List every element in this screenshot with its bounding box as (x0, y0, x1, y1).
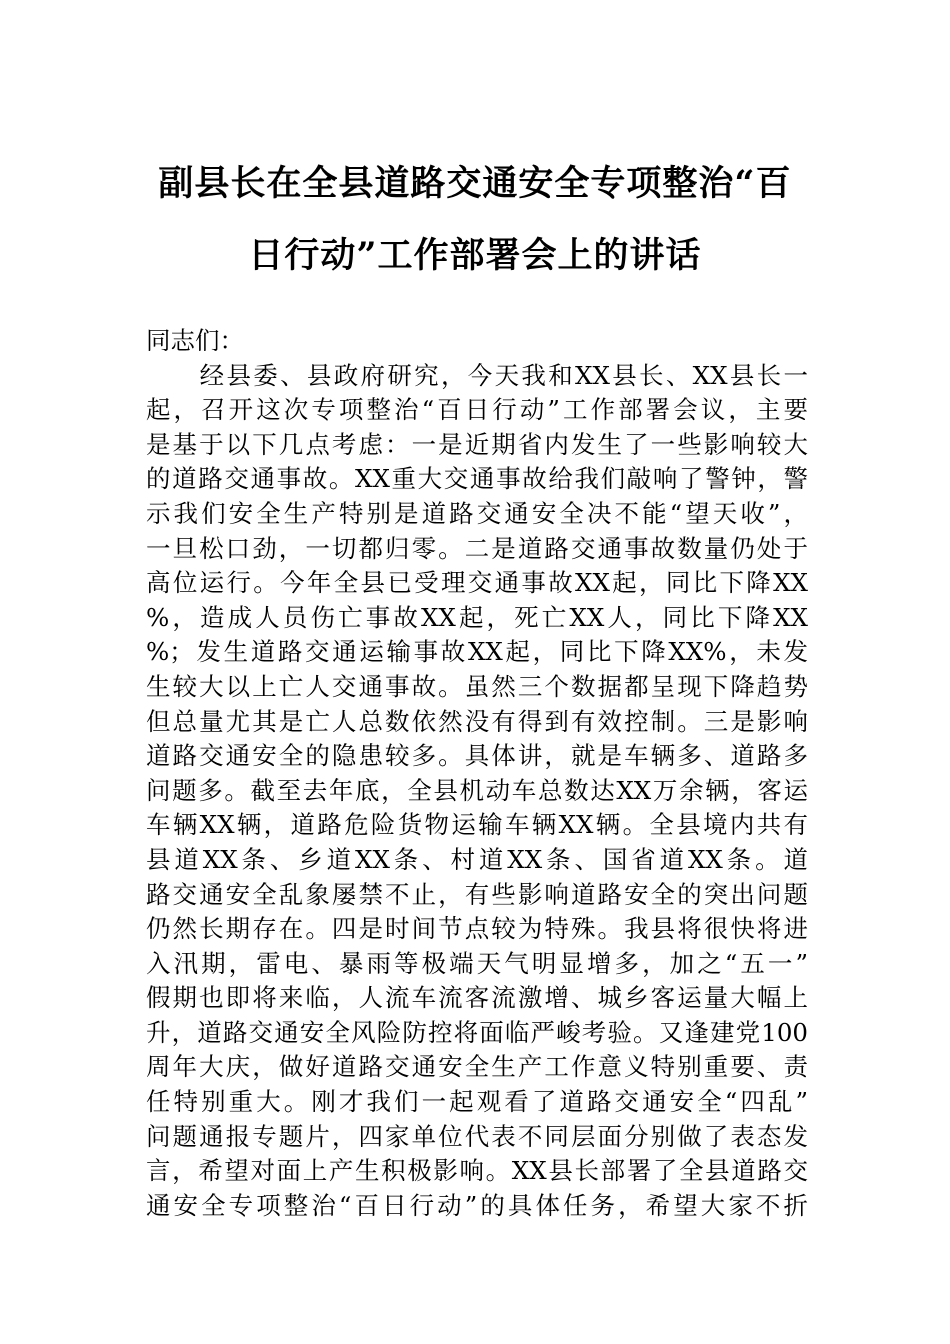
body-line: 周年大庆，做好道路交通安全生产工作意义特别重要、责 (146, 1052, 808, 1082)
body-line: 通安全专项整治“百日行动”的具体任务，希望大家不折 (146, 1190, 808, 1220)
body-line: 问题通报专题片，四家单位代表不同层面分别做了表态发 (146, 1121, 808, 1151)
body-line: 升，道路交通安全风险防控将面临严峻考验。又逢建党100 (146, 1017, 808, 1047)
salutation: 同志们： (146, 326, 244, 355)
body-line: 高位运行。今年全县已受理交通事故XX起，同比下降XX (146, 568, 808, 598)
title-line-2: 日行动”工作部署会上的讲话 (248, 235, 702, 276)
body-line: %；发生道路交通运输事故XX起，同比下降XX%，未发 (146, 637, 808, 667)
body-line: 仍然长期存在。四是时间节点较为特殊。我县将很快将进 (146, 914, 808, 944)
body-line: 经县委、县政府研究，今天我和XX县长、XX县长一 (146, 360, 808, 390)
body-line: 入汛期，雷电、暴雨等极端天气明显增多，加之“五一” (146, 948, 808, 978)
body-line: 道路交通安全的隐患较多。具体讲，就是车辆多、道路多 (146, 741, 808, 771)
body-line: 县道XX条、乡道XX条、村道XX条、国省道XX条。道 (146, 844, 808, 874)
body-line: 路交通安全乱象屡禁不止，有些影响道路安全的突出问题 (146, 879, 808, 909)
body-line: 任特别重大。刚才我们一起观看了道路交通安全“四乱” (146, 1087, 808, 1117)
document-title (120, 148, 830, 292)
body-line: %，造成人员伤亡事故XX起，死亡XX人，同比下降XX (146, 602, 808, 632)
body-line: 起，召开这次专项整治“百日行动”工作部署会议，主要 (146, 395, 808, 425)
body-line: 假期也即将来临，人流车流客流激增、城乡客运量大幅上 (146, 983, 808, 1013)
body-line: 是基于以下几点考虑：一是近期省内发生了一些影响较大 (146, 429, 808, 459)
body-line: 言，希望对面上产生积极影响。XX县长部署了全县道路交 (146, 1156, 808, 1186)
body-line: 车辆XX辆，道路危险货物运输车辆XX辆。全县境内共有 (146, 810, 808, 840)
body-line: 示我们安全生产特别是道路交通安全决不能“望天收”， (146, 498, 808, 528)
title-line-1: 副县长在全县道路交通安全专项整治“百 (158, 163, 792, 204)
body-line: 但总量尤其是亡人总数依然没有得到有效控制。三是影响 (146, 706, 808, 736)
body-line: 生较大以上亡人交通事故。虽然三个数据都呈现下降趋势 (146, 671, 808, 701)
body-line: 问题多。截至去年底，全县机动车总数达XX万余辆，客运 (146, 775, 808, 805)
document-body (146, 324, 808, 1223)
body-line: 一旦松口劲，一切都归零。二是道路交通事故数量仍处于 (146, 533, 808, 563)
body-line: 的道路交通事故。XX重大交通事故给我们敲响了警钟，警 (146, 464, 808, 494)
